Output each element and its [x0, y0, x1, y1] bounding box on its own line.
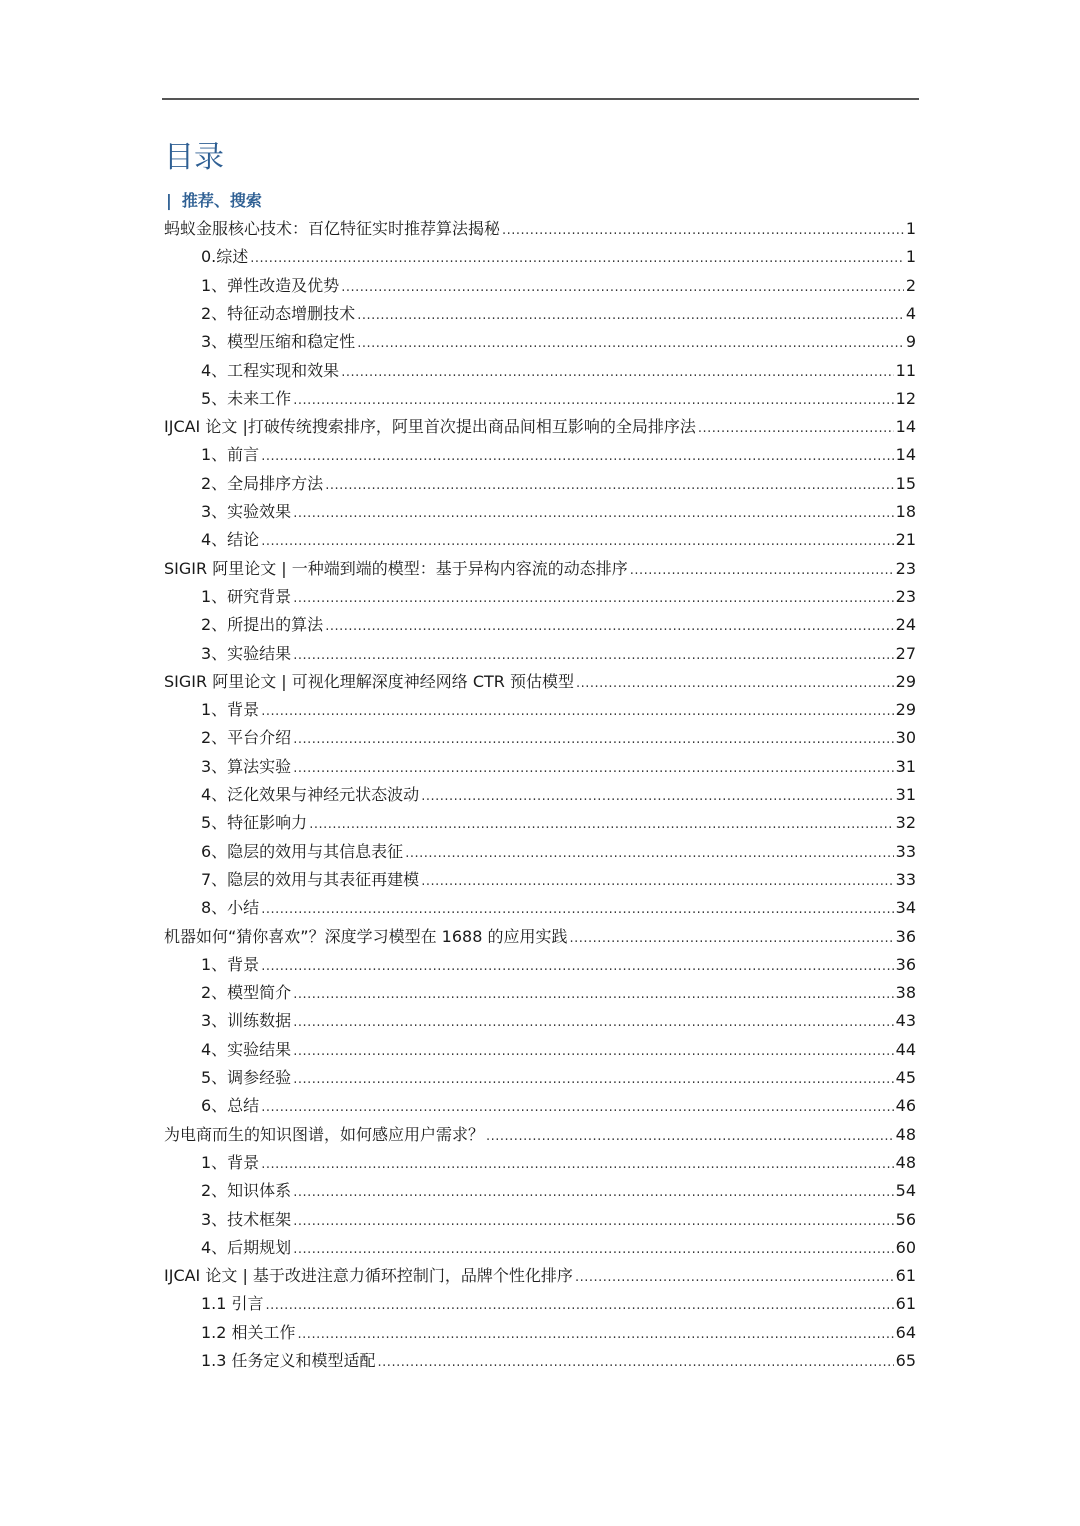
- toc-leader-dots: [293, 1041, 893, 1063]
- toc-entry-subsection[interactable]: [0, 980, 1080, 1008]
- toc-entry-title: 机器如何“猜你喜欢”？深度学习模型在 1688 的应用实践: [164, 926, 568, 946]
- toc-page-number: 33: [895, 869, 916, 889]
- toc-entry-title: 1、弹性改造及优势: [201, 275, 340, 295]
- toc-leader-dots: [298, 1324, 894, 1346]
- toc-entry-subsection[interactable]: [0, 725, 1080, 753]
- toc-leader-dots: [378, 1352, 894, 1374]
- toc-page-number: 54: [895, 1181, 916, 1201]
- toc-entry-title: 2、特征动态增删技术: [201, 303, 356, 323]
- section-label: 推荐、搜索: [181, 191, 262, 210]
- toc-page-number: 61: [895, 1294, 916, 1314]
- toc-leader-dots: [293, 1069, 893, 1091]
- toc-entry-subsection[interactable]: [0, 1150, 1080, 1178]
- toc-entry-subsection[interactable]: [0, 641, 1080, 669]
- toc-entry-title: 2、全局排序方法: [201, 473, 324, 493]
- toc-entry-subsection[interactable]: [0, 1065, 1080, 1093]
- toc-entry-chapter[interactable]: [0, 924, 1080, 952]
- toc-entry-title: IJCAI 论文 |打破传统搜索排序，阿里首次提出商品间相互影响的全局排序法: [164, 417, 696, 437]
- toc-page-number: 56: [895, 1209, 916, 1229]
- toc-entry-subsection[interactable]: [0, 1178, 1080, 1206]
- toc-entry-title: IJCAI 论文 | 基于改进注意力循环控制门，品牌个性化排序: [164, 1266, 573, 1286]
- toc-entry-title: 6、总结: [201, 1096, 260, 1116]
- toc-entry-title: 3、算法实验: [201, 756, 292, 776]
- toc-leader-dots: [293, 1182, 893, 1204]
- toc-page-number: 36: [895, 926, 916, 946]
- toc-entry-subsection[interactable]: [0, 244, 1080, 272]
- toc-page-number: 48: [895, 1152, 916, 1172]
- toc-page-number: 30: [895, 728, 916, 748]
- toc-leader-dots: [293, 984, 893, 1006]
- toc-leader-dots: [293, 390, 893, 412]
- toc-title: 目录: [164, 140, 224, 175]
- toc-leader-dots: [309, 814, 893, 836]
- toc-page-number: 1: [905, 219, 916, 238]
- toc-entry-chapter[interactable]: [0, 669, 1080, 697]
- toc-leader-dots: [575, 1267, 894, 1289]
- toc-leader-dots: [250, 248, 904, 270]
- toc-entry-title: 8、小结: [201, 898, 260, 918]
- toc-page-number: 23: [895, 558, 916, 578]
- toc-entry-title: 3、训练数据: [201, 1011, 292, 1031]
- toc-page-number: 27: [895, 643, 916, 663]
- toc-leader-dots: [261, 1097, 893, 1119]
- section-heading: [166, 189, 262, 213]
- toc-entry-subsection[interactable]: [0, 782, 1080, 810]
- toc-page-number: 12: [895, 388, 916, 408]
- toc-entry-title: 蚂蚁金服核心技术：百亿特征实时推荐算法揭秘: [164, 219, 501, 238]
- toc-leader-dots: [630, 560, 894, 582]
- toc-leader-dots: [261, 899, 893, 921]
- toc-leader-dots: [293, 758, 893, 780]
- toc-page-number: 61: [895, 1266, 916, 1286]
- toc-page-number: 48: [895, 1124, 916, 1144]
- toc-entry-title: 0.综述: [201, 247, 249, 267]
- toc-leader-dots: [357, 333, 904, 355]
- toc-entry-title: 4、实验结果: [201, 1039, 292, 1059]
- toc-leader-dots: [261, 701, 893, 723]
- toc-leader-dots: [293, 1012, 893, 1034]
- toc-leader-dots: [405, 843, 893, 865]
- toc-page-number: 21: [895, 530, 916, 550]
- toc-entry-subsection[interactable]: [0, 839, 1080, 867]
- toc-entry-title: 5、特征影响力: [201, 813, 308, 833]
- toc-entry-subsection[interactable]: [0, 810, 1080, 838]
- toc-page-number: 9: [905, 332, 916, 352]
- toc-leader-dots: [261, 956, 893, 978]
- toc-leader-dots: [261, 531, 893, 553]
- toc-entry-title: 4、工程实现和效果: [201, 360, 340, 380]
- toc-entry-subsection[interactable]: [0, 1093, 1080, 1121]
- toc-page-number: 64: [895, 1322, 916, 1342]
- toc-entry-title: 1.2 相关工作: [201, 1322, 296, 1342]
- toc-entry-title: SIGIR 阿里论文 | 可视化理解深度神经网络 CTR 预估模型: [164, 671, 574, 691]
- toc-page-number: 34: [895, 898, 916, 918]
- toc-entry-title: 2、模型简介: [201, 983, 292, 1003]
- toc-entry-title: 6、隐层的效用与其信息表征: [201, 841, 404, 861]
- toc-page-number: 23: [895, 586, 916, 606]
- toc-page-number: 36: [895, 954, 916, 974]
- toc-entry-subsection[interactable]: [0, 1037, 1080, 1065]
- toc-entry-chapter[interactable]: [0, 556, 1080, 584]
- toc-entry-title: SIGIR 阿里论文 | 一种端到端的模型：基于异构内容流的动态排序: [164, 558, 628, 578]
- toc-entry-subsection[interactable]: [0, 1320, 1080, 1348]
- toc-leader-dots: [266, 1295, 894, 1317]
- toc-entry-subsection[interactable]: [0, 1008, 1080, 1036]
- toc-entry-title: 1.3 任务定义和模型适配: [201, 1351, 376, 1370]
- toc-entry-title: 3、实验结果: [201, 643, 292, 663]
- toc-leader-dots: [325, 475, 893, 497]
- toc-entry-subsection[interactable]: [0, 612, 1080, 640]
- toc-leader-dots: [325, 616, 893, 638]
- toc-leader-dots: [569, 928, 893, 950]
- toc-entry-title: 1、背景: [201, 954, 260, 974]
- toc-leader-dots: [293, 1239, 893, 1261]
- toc-leader-dots: [293, 588, 893, 610]
- toc-entry-title: 1、背景: [201, 1152, 260, 1172]
- toc-entry-subsection[interactable]: [0, 329, 1080, 357]
- toc-page-number: 15: [895, 473, 916, 493]
- toc-page-number: 65: [895, 1351, 916, 1370]
- toc-entry-subsection[interactable]: [0, 386, 1080, 414]
- toc-page-number: 4: [905, 303, 916, 323]
- toc-page-number: 31: [895, 785, 916, 804]
- toc-leader-dots: [421, 786, 893, 808]
- toc-entry-title: 1、研究背景: [201, 586, 292, 606]
- toc-entry-title: 4、泛化效果与神经元状态波动: [201, 785, 420, 804]
- toc-leader-dots: [293, 729, 893, 751]
- toc-entry-title: 3、模型压缩和稳定性: [201, 332, 356, 352]
- toc-page-number: 24: [895, 615, 916, 635]
- toc-page-number: 45: [895, 1068, 916, 1087]
- toc-leader-dots: [341, 277, 904, 299]
- toc-entry-title: 3、实验效果: [201, 502, 292, 521]
- toc-page-number: 1: [905, 247, 916, 267]
- toc-page-number: 29: [895, 700, 916, 720]
- toc-entry-title: 4、结论: [201, 530, 260, 550]
- toc-entry-chapter[interactable]: [0, 1263, 1080, 1291]
- toc-entry-subsection[interactable]: [0, 754, 1080, 782]
- toc-entry-subsection[interactable]: [0, 1348, 1080, 1376]
- toc-entry-subsection[interactable]: [0, 697, 1080, 725]
- toc-entry-title: 1、前言: [201, 445, 260, 465]
- toc-page-number: 33: [895, 841, 916, 861]
- toc-entry-subsection[interactable]: [0, 499, 1080, 527]
- toc-entry-title: 7、隐层的效用与其表征再建模: [201, 869, 420, 889]
- toc-page-number: 11: [895, 360, 916, 380]
- toc-leader-dots: [486, 1126, 894, 1148]
- toc-leader-dots: [261, 446, 893, 468]
- toc-entry-subsection[interactable]: [0, 358, 1080, 386]
- toc-entry-title: 1、背景: [201, 700, 260, 720]
- toc-entry-title: 2、平台介绍: [201, 728, 292, 748]
- toc-entry-title: 1.1 引言: [201, 1294, 264, 1314]
- toc-page-number: 32: [895, 813, 916, 833]
- toc-page-number: 31: [895, 756, 916, 776]
- section-bar: |: [166, 191, 172, 210]
- toc-entry-subsection[interactable]: [0, 442, 1080, 470]
- toc-page-number: 2: [905, 275, 916, 295]
- toc-leader-dots: [698, 418, 894, 440]
- toc-entry-title: 2、知识体系: [201, 1181, 292, 1201]
- toc-entry-title: 5、调参经验: [201, 1068, 292, 1087]
- toc-entry-subsection[interactable]: [0, 471, 1080, 499]
- toc-entry-subsection[interactable]: [0, 895, 1080, 923]
- toc-entry-subsection[interactable]: [0, 1291, 1080, 1319]
- toc-entry-subsection[interactable]: [0, 301, 1080, 329]
- toc-leader-dots: [576, 673, 894, 695]
- toc-entry-title: 2、所提出的算法: [201, 615, 324, 635]
- toc-page-number: 29: [895, 671, 916, 691]
- top-rule: [162, 98, 919, 100]
- toc-leader-dots: [357, 305, 904, 327]
- toc-page-number: 44: [895, 1039, 916, 1059]
- toc-entry-subsection[interactable]: [0, 1207, 1080, 1235]
- toc-entry-title: 3、技术框架: [201, 1209, 292, 1229]
- toc-leader-dots: [502, 220, 904, 242]
- toc-entry-chapter[interactable]: [0, 1122, 1080, 1150]
- toc-page-number: 14: [895, 417, 916, 437]
- toc-page-number: 38: [895, 983, 916, 1003]
- toc-entry-subsection[interactable]: [0, 1235, 1080, 1263]
- toc-entry-subsection[interactable]: [0, 273, 1080, 301]
- toc-entry-title: 为电商而生的知识图谱，如何感应用户需求？: [164, 1124, 485, 1144]
- toc-leader-dots: [421, 871, 893, 893]
- toc-leader-dots: [293, 503, 893, 525]
- toc-leader-dots: [293, 1211, 893, 1233]
- toc-page-number: 18: [895, 502, 916, 521]
- toc-entry-subsection[interactable]: [0, 584, 1080, 612]
- toc-leader-dots: [293, 645, 893, 667]
- toc-entry-subsection[interactable]: [0, 527, 1080, 555]
- toc-entry-title: 4、后期规划: [201, 1237, 292, 1257]
- toc-page-number: 14: [895, 445, 916, 465]
- toc-entry-subsection[interactable]: [0, 867, 1080, 895]
- toc-entry-subsection[interactable]: [0, 952, 1080, 980]
- toc-leader-dots: [341, 362, 893, 384]
- toc-entry-chapter[interactable]: [0, 414, 1080, 442]
- toc-leader-dots: [261, 1154, 893, 1176]
- toc-entry-title: 5、未来工作: [201, 388, 292, 408]
- toc-page-number: 46: [895, 1096, 916, 1116]
- toc-entry-chapter[interactable]: [0, 216, 1080, 244]
- toc-page-number: 43: [895, 1011, 916, 1031]
- toc-page-number: 60: [895, 1237, 916, 1257]
